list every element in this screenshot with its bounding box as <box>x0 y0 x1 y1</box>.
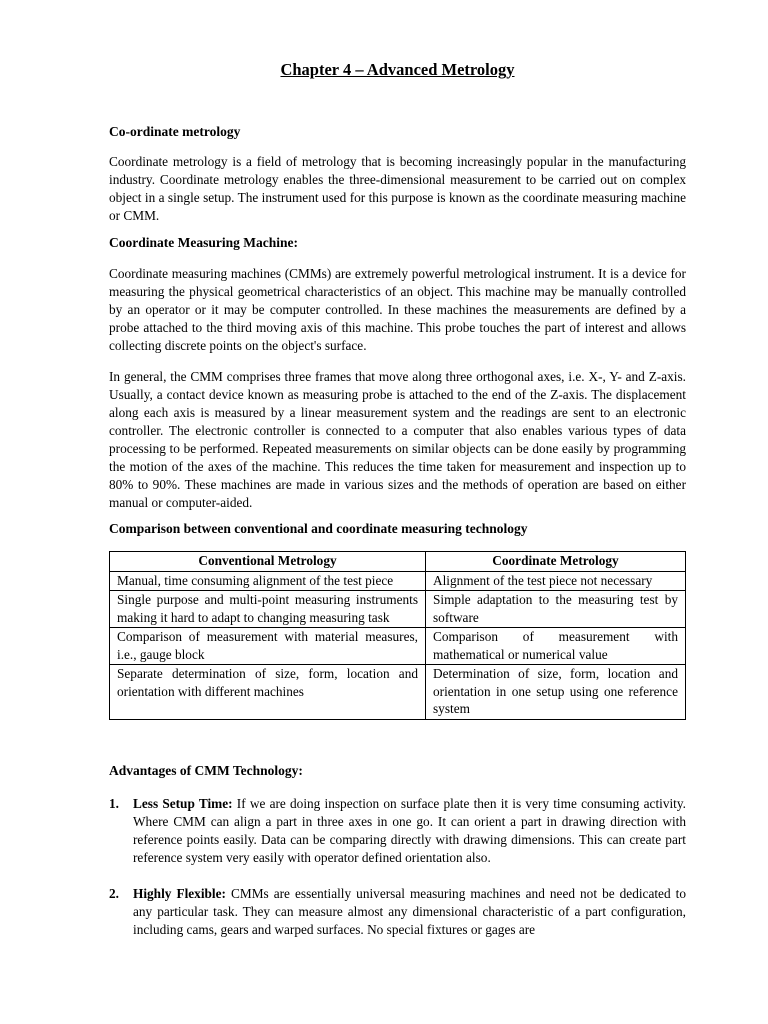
coordinate-metrology-paragraph: Coordinate metrology is a field of metrology that is becoming increasingly popular in the manufacturing industry. Coordinate metrology enables the three-dimensional measurement to be carried out on complex object in a single setup. The instrument used for this purpose is known as the coordinate measuring machine or CMM. <box>109 154 686 223</box>
table-cell: Determination of size, form, location and orientation in one setup using one reference system <box>426 665 686 720</box>
list-item <box>109 885 686 939</box>
table-cell: Single purpose and multi-point measuring instruments making it hard to adapt to changing measuring task <box>110 591 426 628</box>
table-cell: Alignment of the test piece not necessary <box>426 571 686 591</box>
cmm-paragraph-2: In general, the CMM comprises three frames that move along three orthogonal axes, i.e. X-, Y- and Z-axis. Usually, a contact device known as measuring probe is attached to the end of the Z-axis. The displacement along each axis is measured by a linear measurement system and the readings are sent to an electronic controller. The electronic controller is connected to a computer that also enables various types of data processing to be performed. Repeated measurements on similar objects can be done easily by programming the motion of the axes of the machine. This reduces the time taken for measurement and inspection up to 80% to 90%. These machines are made in various sizes and the methods of operation are based on either manual or computer-aided. <box>109 369 686 510</box>
column-header-coordinate: Coordinate Metrology <box>426 552 686 572</box>
table-cell: Comparison of measurement with material measures, i.e., gauge block <box>110 628 426 665</box>
table-row <box>110 571 686 591</box>
table-cell: Separate determination of size, form, location and orientation with different machines <box>110 665 426 720</box>
list-item-number: 2. <box>109 886 119 901</box>
table-cell: Manual, time consuming alignment of the test piece <box>110 571 426 591</box>
list-item-term: Highly Flexible: <box>133 886 226 901</box>
column-header-conventional: Conventional Metrology <box>110 552 426 572</box>
list-item-term: Less Setup Time: <box>133 796 233 811</box>
table-cell: Comparison of measurement with mathematical or numerical value <box>426 628 686 665</box>
list-item <box>109 795 686 867</box>
table-row <box>110 628 686 665</box>
section-heading-coordinate-metrology: Co-ordinate metrology <box>109 124 241 139</box>
advantages-list <box>109 795 686 939</box>
section-heading-comparison: Comparison between conventional and coordinate measuring technology <box>109 521 528 536</box>
table-row <box>110 591 686 628</box>
list-item-number: 1. <box>109 796 119 811</box>
cmm-paragraph-1: Coordinate measuring machines (CMMs) are extremely powerful metrological instrument. It is a device for measuring the physical geometrical characteristics of an object. This machine may be manually controlled by an operator or it may be computer controlled. In these machines the measurements are defined by a probe attached to the third moving axis of this machine. This probe touches the part of interest and allows collecting discrete points on the object's surface. <box>109 266 686 353</box>
section-heading-advantages: Advantages of CMM Technology: <box>109 763 303 778</box>
page-title: Chapter 4 – Advanced Metrology <box>280 60 515 79</box>
table-header-row <box>110 552 686 572</box>
section-heading-cmm: Coordinate Measuring Machine: <box>109 235 298 250</box>
list-item-text: CMMs are essentially universal measuring machines and need not be dedicated to any particular task. They can measure almost any dimensional characteristic of a part configuration, including cams, gears and warped surfaces. No special fixtures or gages are <box>133 886 686 937</box>
table-cell: Simple adaptation to the measuring test by software <box>426 591 686 628</box>
list-item-text: If we are doing inspection on surface plate then it is very time consuming activity. Where CMM can align a part in three axes in one go. It can orient a part in drawing direction with reference points easily. Data can be comparing directly with drawing dimensions. This can create part reference system very easily with operator defined orientation also. <box>133 796 686 865</box>
table-row <box>110 665 686 720</box>
comparison-table <box>109 551 686 720</box>
